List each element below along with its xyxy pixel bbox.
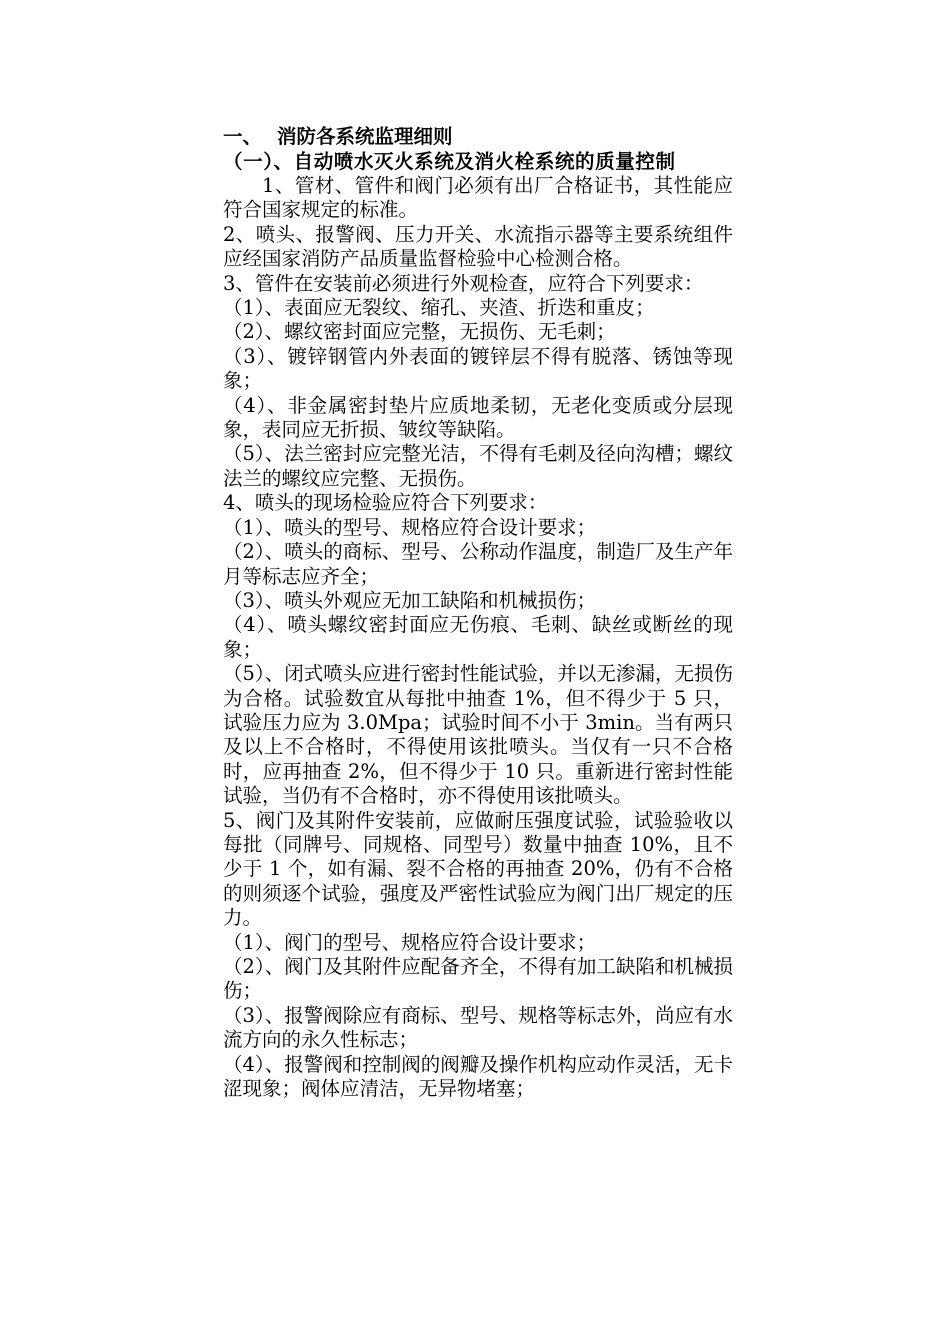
list-item: （2）、喷头的商标、型号、公称动作温度，制造厂及生产年月等标志应齐全； [223, 540, 733, 588]
list-item: （3）、喷头外观应无加工缺陷和机械损伤； [223, 588, 597, 612]
paragraph: 4、喷头的现场检验应符合下列要求： [223, 491, 548, 515]
section-title: 消防各系统监理细则 [277, 125, 453, 148]
list-item: （4）、喷头螺纹密封面应无伤痕、毛刺、缺丝或断丝的现象； [223, 613, 733, 661]
list-item: （1）、表面应无裂纹、缩孔、夹渣、折迭和重皮； [223, 296, 655, 320]
list-item: （3）、报警阀除应有商标、型号、规格等标志外，尚应有水流方向的永久性标志； [223, 1003, 733, 1052]
list-item: （1）、阀门的型号、规格应符合设计要求； [223, 930, 597, 954]
section-heading [223, 124, 733, 149]
list-item: （4）、非金属密封垫片应质地柔韧，无老化变质或分层现象，表同应无折损、皱纹等缺陷。 [223, 393, 733, 442]
list-item: （5）、闭式喷头应进行密封性能试验，并以无渗漏，无损伤为合格。试验数宜从每批中抽查 1%，但不得少于 5 只，试验压力应为 3.0Mpa；试验时间不小于 3min。当有两只及以上不合格时，不得使用该批喷头。当仅有一只不合格时，应再抽查 2%，但不得少于 10 只。重新进行密封性能试验，当仍有不合格时，亦不得使用该批喷头。 [223, 662, 733, 808]
paragraph: 5、阀门及其附件安装前，应做耐压强度试验，试验验收以每批（同牌号、同规格、同型号）数量中抽查 10%，且不少于 1 个，如有漏、裂不合格的再抽查 20%，仍有不合格的则须逐个试验，强度及严密性试验应为阀门出厂规定的压力。 [223, 808, 733, 930]
list-item: （1）、喷头的型号、规格应符合设计要求； [223, 515, 597, 539]
list-item: （5）、法兰密封应完整光洁，不得有毛刺及径向沟槽；螺纹法兰的螺纹应完整、无损伤。 [223, 442, 733, 490]
list-item: （2）、螺纹密封面应完整，无损伤、无毛刺； [223, 320, 616, 344]
list-item: （3）、镀锌钢管内外表面的镀锌层不得有脱落、锈蚀等现象； [223, 344, 733, 393]
list-item: （2）、阀门及其附件应配备齐全，不得有加工缺陷和机械损伤； [223, 955, 733, 1003]
subsection-heading: （一）、自动喷水灭火系统及消火栓系统的质量控制 [223, 150, 676, 173]
list-item: （4）、报警阀和控制阀的阀瓣及操作机构应动作灵活，无卡涩现象；阀体应清洁，无异物堵塞； [223, 1052, 733, 1101]
paragraph: 1、管材、管件和阀门必须有出厂合格证书，其性能应符合国家规定的标准。 [223, 174, 733, 222]
document-page [223, 124, 733, 1101]
paragraph: 2、喷头、报警阀、压力开关、水流指示器等主要系统组件应经国家消防产品质量监督检验中心检测合格。 [223, 222, 733, 271]
paragraph: 3、管件在安装前必须进行外观检查，应符合下列要求： [223, 271, 704, 295]
section-number: 一、 [223, 125, 263, 148]
